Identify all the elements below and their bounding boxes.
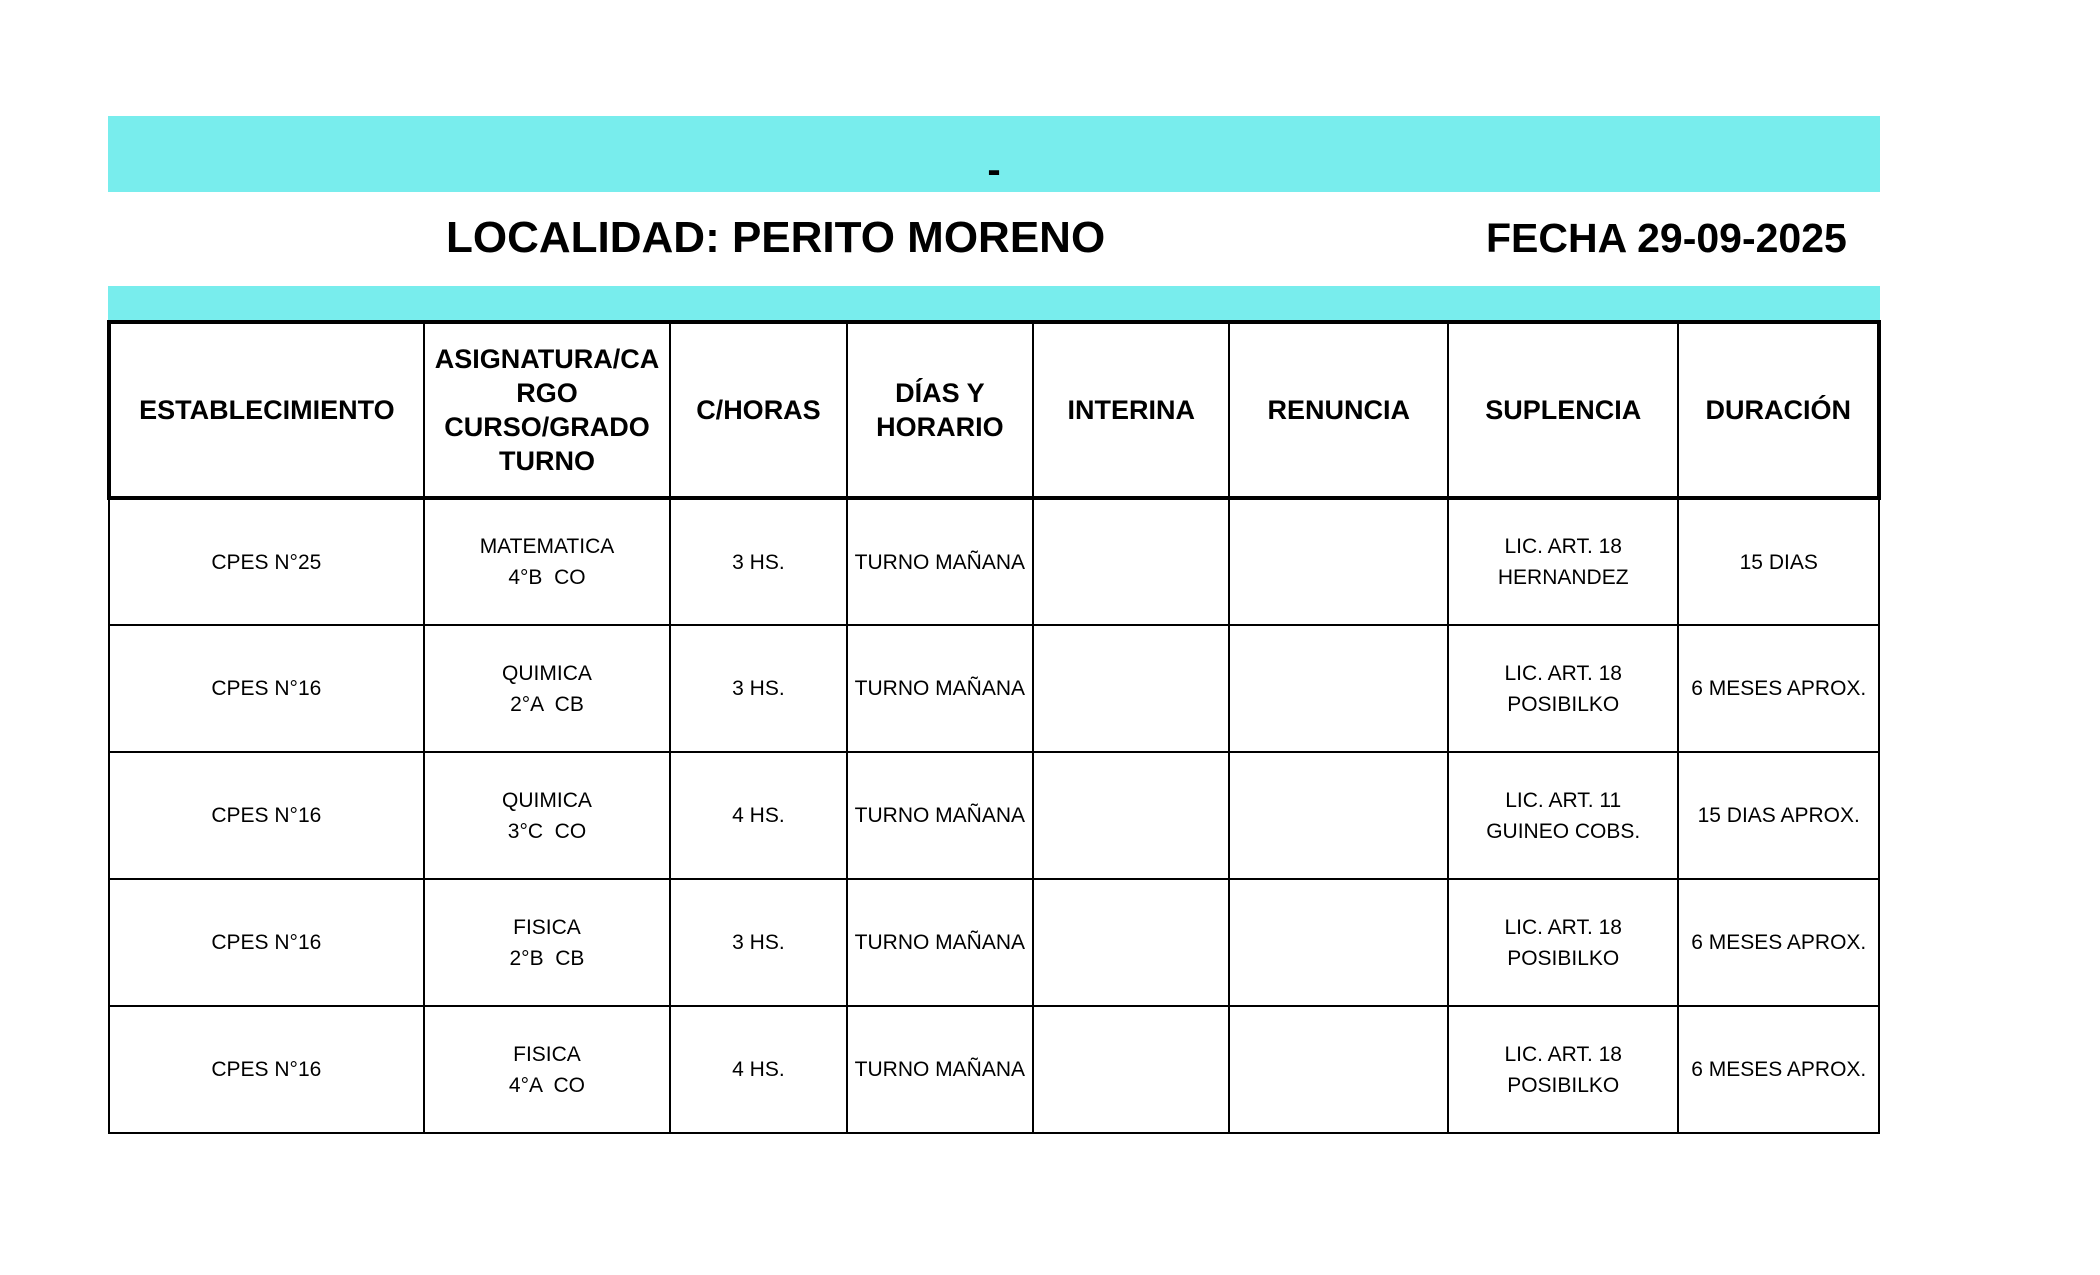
- cell-horario: TURNO MAÑANA: [847, 625, 1033, 752]
- column-header-duracion: DURACIÓN: [1678, 322, 1879, 498]
- table-row: [109, 625, 1879, 752]
- column-header-establecimiento: ESTABLECIMIENTO: [109, 322, 424, 498]
- header-dash: -: [987, 148, 1001, 192]
- cell-suplencia-article: LIC. ART. 18: [1504, 1042, 1622, 1066]
- cell-asignatura: [424, 879, 671, 1006]
- cell-suplencia-name: GUINEO COBS.: [1486, 819, 1641, 843]
- cell-horas: 4 HS.: [670, 752, 846, 879]
- cell-duracion: 6 MESES APROX.: [1678, 1006, 1879, 1133]
- table-row: [109, 1006, 1879, 1133]
- column-header-interina: INTERINA: [1033, 322, 1229, 498]
- cell-suplencia-article: LIC. ART. 11: [1505, 788, 1622, 812]
- column-header-suplencia: SUPLENCIA: [1448, 322, 1679, 498]
- cell-suplencia: [1448, 1006, 1679, 1133]
- cell-renuncia: [1229, 1006, 1447, 1133]
- cell-asignatura-course: 2°B CB: [509, 946, 585, 970]
- cell-asignatura-subject: QUIMICA: [502, 788, 592, 812]
- cell-suplencia: [1448, 498, 1679, 625]
- cell-asignatura: [424, 1006, 671, 1133]
- locality-title: LOCALIDAD: PERITO MORENO: [446, 213, 1106, 262]
- cell-duracion: 15 DIAS: [1678, 498, 1879, 625]
- cell-suplencia: [1448, 752, 1679, 879]
- column-header-horario: DÍAS Y HORARIO: [847, 322, 1033, 498]
- cell-interina: [1033, 625, 1229, 752]
- cell-suplencia-name: POSIBILKO: [1507, 692, 1620, 716]
- cell-asignatura-subject: QUIMICA: [502, 661, 592, 685]
- cell-suplencia-article: LIC. ART. 18: [1504, 535, 1622, 558]
- cell-horario: TURNO MAÑANA: [847, 498, 1033, 625]
- cell-asignatura-course: 4°B CO: [508, 566, 586, 589]
- cell-asignatura-subject: MATEMATICA: [479, 535, 615, 558]
- cell-horas: 3 HS.: [670, 498, 846, 625]
- cell-duracion: 15 DIAS APROX.: [1678, 752, 1879, 879]
- cell-renuncia: [1229, 752, 1447, 879]
- column-header-asignatura: ASIGNATURA/CA RGO CURSO/GRADO TURNO: [424, 322, 671, 498]
- cell-duracion: 6 MESES APROX.: [1678, 625, 1879, 752]
- cell-asignatura-course: 2°A CB: [510, 692, 584, 716]
- cell-suplencia-name: POSIBILKO: [1507, 1073, 1620, 1097]
- cell-suplencia: [1448, 879, 1679, 1006]
- table-row: [109, 879, 1879, 1006]
- cell-suplencia-article: LIC. ART. 18: [1504, 915, 1622, 939]
- cell-establecimiento: CPES N°16: [109, 879, 424, 1006]
- column-header-horas: C/HORAS: [670, 322, 846, 498]
- cell-interina: [1033, 879, 1229, 1006]
- cell-horario: TURNO MAÑANA: [847, 752, 1033, 879]
- cell-establecimiento: CPES N°25: [109, 498, 424, 625]
- cell-asignatura: [424, 625, 671, 752]
- cell-asignatura-course: 4°A CO: [508, 1073, 586, 1097]
- cell-establecimiento: CPES N°16: [109, 1006, 424, 1133]
- cell-renuncia: [1229, 498, 1447, 625]
- cell-interina: [1033, 752, 1229, 879]
- table-header-row: [109, 322, 1879, 498]
- cell-renuncia: [1229, 625, 1447, 752]
- cell-horas: 3 HS.: [670, 879, 846, 1006]
- cell-interina: [1033, 1006, 1229, 1133]
- cell-horas: 3 HS.: [670, 625, 846, 752]
- cell-suplencia-name: POSIBILKO: [1507, 946, 1620, 970]
- table-row: [109, 752, 1879, 879]
- cell-establecimiento: CPES N°16: [109, 752, 424, 879]
- vacancies-table: [107, 320, 1881, 1134]
- date-label: FECHA 29-09-2025: [1486, 215, 1847, 261]
- header-band-bottom: [108, 286, 1880, 320]
- cell-suplencia: [1448, 625, 1679, 752]
- cell-establecimiento: CPES N°16: [109, 625, 424, 752]
- cell-interina: [1033, 498, 1229, 625]
- cell-renuncia: [1229, 879, 1447, 1006]
- cell-suplencia-article: LIC. ART. 18: [1504, 661, 1622, 685]
- column-header-renuncia: RENUNCIA: [1229, 322, 1447, 498]
- cell-horas: 4 HS.: [670, 1006, 846, 1133]
- cell-horario: TURNO MAÑANA: [847, 879, 1033, 1006]
- cell-suplencia-name: HERNANDEZ: [1497, 566, 1629, 589]
- cell-asignatura-course: 3°C CO: [507, 819, 587, 843]
- cell-asignatura: [424, 498, 671, 625]
- cell-asignatura-subject: FISICA: [513, 915, 581, 939]
- cell-horario: TURNO MAÑANA: [847, 1006, 1033, 1133]
- header-band-top: [108, 116, 1880, 192]
- cell-duracion: 6 MESES APROX.: [1678, 879, 1879, 1006]
- table-row: [109, 498, 1879, 625]
- cell-asignatura-subject: FISICA: [513, 1042, 581, 1066]
- cell-asignatura: [424, 752, 671, 879]
